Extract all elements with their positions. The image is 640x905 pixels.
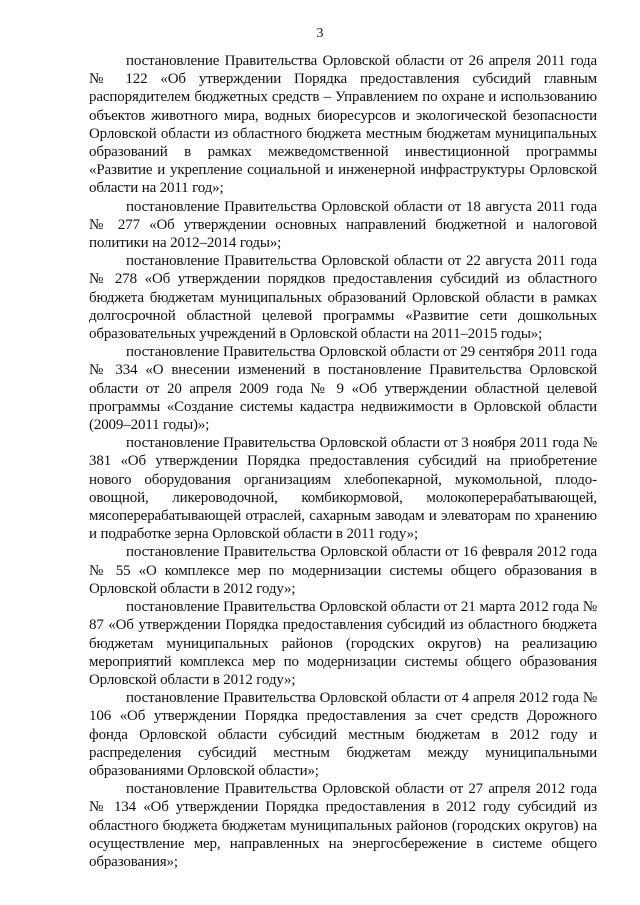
paragraph-decree-87: постановление Правительства Орловской области от 21 марта 2012 года № 87 «Об утверждении Порядка предоставления субсидий из областного бюджета бюджетам муниципальных районов (городских округов) на реализацию мероприятий комплекса мер по модернизации системы общего образования Орловской области в 2012 году»; bbox=[89, 599, 597, 688]
paragraph-decree-278: постановление Правительства Орловской области от 22 августа 2011 года № 278 «Об утверждении порядков предоставления субсидий из областного бюджета бюджетам муниципальных образований Орловской области в рамках долгосрочной областной целевой программы «Развитие сети дошкольных образовательных учреждений в Орловской области на 2011–2015 годы»; bbox=[89, 253, 597, 343]
document-body bbox=[89, 52, 597, 871]
paragraph-decree-277: постановление Правительства Орловской области от 18 августа 2011 года № 277 «Об утверждении основных направлений бюджетной и налоговой политики на 2012–2014 годы»; bbox=[89, 198, 597, 252]
paragraph-decree-134: постановление Правительства Орловской области от 27 апреля 2012 года № 134 «Об утверждении Порядка предоставления в 2012 году субсидий из областного бюджета бюджетам муниципальных районов (городских округов) на осуществление мер, направленных на энергосбережение в системе общего образования»; bbox=[89, 781, 597, 870]
paragraph-decree-122: постановление Правительства Орловской области от 26 апреля 2011 года № 122 «Об утверждении Порядка предоставления субсидий главным распорядителем бюджетных средств – Управлением по охране и использованию объектов животного мира, водных биоресурсов и экологической безопасности Орловской области из областного бюджета местным бюджетам муниципальных образований в рамках межведомственной инвестиционной программы «Развитие и укрепление социальной и инженерной инфраструктуры Орловской области на 2011 год»; bbox=[89, 53, 597, 197]
paragraph-decree-381: постановление Правительства Орловской области от 3 ноября 2011 года № 381 «Об утверждении Порядка предоставления субсидий на приобретение нового оборудования организациям хлебопекарной, мукомольной, плодо-овощной, ликероводочной, комбикормовой, молокоперерабатывающей, мясоперерабатывающей отраслей, сахарным заводам и элеваторам по хранению и подработке зерна Орловской области в 2011 году»; bbox=[89, 435, 597, 543]
page-number: 3 bbox=[316, 26, 324, 41]
paragraph-decree-55: постановление Правительства Орловской области от 16 февраля 2012 года № 55 «О комплексе мер по модернизации системы общего образования в Орловской области в 2012 году»; bbox=[89, 544, 597, 597]
paragraph-decree-334: постановление Правительства Орловской области от 29 сентября 2011 года № 334 «О внесении изменений в постановление Правительства Орловской области от 20 апреля 2009 года № 9 «Об утверждении областной целевой программы «Создание системы кадастра недвижимости в Орловской области (2009–2011 годы)»; bbox=[89, 344, 597, 434]
paragraph-decree-106: постановление Правительства Орловской области от 4 апреля 2012 года № 106 «Об утверждении Порядка предоставления за счет средств Дорожного фонда Орловской области субсидий местным бюджетам в 2012 году и распределения субсидий местным бюджетам между муниципальными образованиями Орловской области»; bbox=[89, 690, 597, 779]
